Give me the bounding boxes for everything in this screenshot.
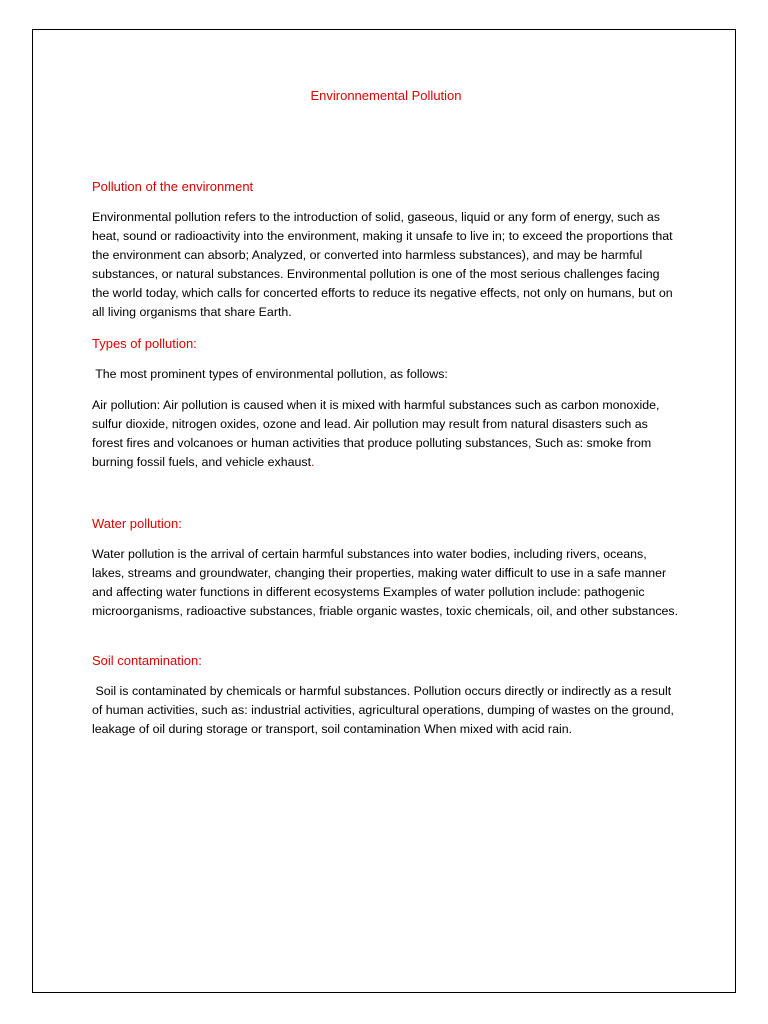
section-paragraph-pollution-definition: Environmental pollution refers to the introduction of solid, gaseous, liquid or any form of energy, such as heat, sound or radioactivity into the environment, making it unsafe to live in; to exceed the proportions that the environment can absorb; Analyzed, or converted into harmless substances), and may be harmful substances, or natural substances. Environmental pollution is one of the most serious challenges facing the world today, which calls for concerted efforts to reduce its negative effects, not only on humans, but on all living organisms that share Earth. — [92, 210, 673, 319]
section-heading-soil-contamination: Soil contamination: — [92, 653, 202, 668]
air-pollution-trailing-mark: . — [311, 455, 315, 469]
section-heading-types-of-pollution: Types of pollution: — [92, 336, 197, 351]
section-paragraph-water-pollution: Water pollution is the arrival of certain harmful substances into water bodies, including rivers, oceans, lakes, streams and groundwater, changing their properties, making water difficult to use in a safe manner and affecting water functions in different ecosystems Examples of water pollution include: pathogenic microorganisms, radioactive substances, friable organic wastes, toxic chemicals, oil, and other substances. — [92, 547, 679, 618]
section-heading-water-pollution: Water pollution: — [92, 516, 182, 531]
section-paragraph-air-pollution — [92, 396, 680, 472]
section-paragraph-types-intro: The most prominent types of environmental pollution, as follows: — [92, 367, 448, 381]
section-heading-pollution-of-environment: Pollution of the environment — [92, 179, 254, 194]
document-page — [32, 29, 736, 993]
document-title: Environnemental Pollution — [310, 88, 462, 103]
section-paragraph-soil-contamination: Soil is contaminated by chemicals or harmful substances. Pollution occurs directly or indirectly as a result of human activities, such as: industrial activities, agricultural operations, dumping of wastes on the ground, leakage of oil during storage or transport, soil contamination When mixed with acid rain. — [92, 684, 678, 736]
air-pollution-text: Air pollution: Air pollution is caused when it is mixed with harmful substances such as carbon monoxide, sulfur dioxide, nitrogen oxides, ozone and lead. Air pollution may result from natural disasters such as forest fires and volcanoes or human activities that produce polluting substances, Such as: smoke from burning fossil fuels, and vehicle exhaust — [92, 398, 660, 469]
